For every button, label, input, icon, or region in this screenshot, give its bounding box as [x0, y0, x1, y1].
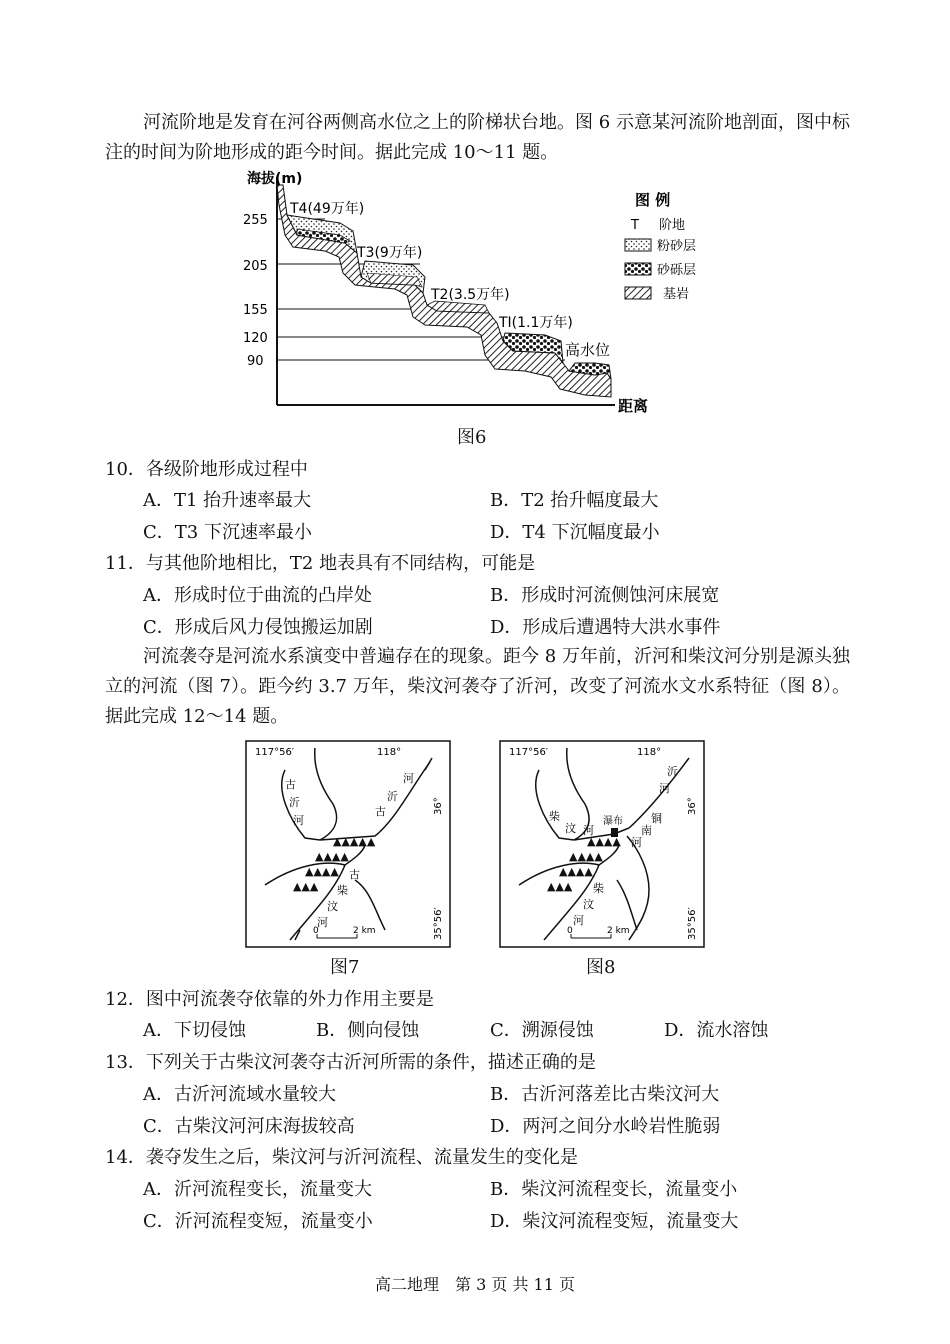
svg-text:▲▲▲▲: ▲▲▲▲: [315, 850, 349, 863]
q14-option-a: A．沂河流程变长，流量变大: [143, 1179, 372, 1200]
q10-option-a: A．T1 抬升速率最大: [143, 490, 312, 511]
legend-terrace-label: 阶地: [659, 218, 686, 233]
y-axis-label: 海拔(m): [247, 171, 303, 187]
fig8-label-3: 柴: [549, 810, 560, 823]
legend-title: 图 例: [635, 191, 671, 209]
fig8-label-11: 铜: [651, 812, 662, 825]
q14-option-d: D．柴汶河流程变短，流量变大: [490, 1211, 739, 1232]
legend-t-symbol: T: [631, 218, 639, 233]
fig8-scale-zero: 0: [567, 926, 573, 936]
intro-text-2: 河流袭夺是河流水系演变中普遍存在的现象。距今 8 万年前，沂河和柴汶河分别是源头独立的河流（图 7）。距今约 3.7 万年，柴汶河袭夺了沂河，改变了河流水文水系特征（图 8）。据此完成 12～14 题。: [105, 646, 850, 727]
q11-option-b: B．形成时河流侧蚀河床展宽: [490, 585, 720, 606]
svg-text:▲▲▲▲▲: ▲▲▲▲▲: [333, 835, 376, 848]
q11-option-c: C．形成后风力侵蚀搬运加剧: [143, 617, 373, 638]
q10-option-c: C．T3 下沉速率最小: [143, 522, 312, 543]
legend: [625, 191, 696, 302]
fig8-label-10: 南: [641, 824, 652, 837]
svg-text:▲▲▲: ▲▲▲: [293, 880, 319, 893]
fig7-label-3: 河: [293, 814, 304, 827]
q12-option-a: A．下切侵蚀: [143, 1020, 246, 1041]
fig7-label-2: 沂: [289, 796, 300, 809]
q14-stem: 14．袭夺发生之后，柴汶河与沂河流程、流量发生的变化是: [105, 1147, 578, 1168]
fig7-lon-right: 118°: [377, 747, 402, 758]
figure-6-caption: 图6: [457, 427, 487, 448]
fig7-lat-top: 36°: [433, 797, 444, 815]
q11-option-d: D．形成后遭遇特大洪水事件: [490, 617, 721, 638]
fig7-scale-label: 2 km: [353, 926, 376, 936]
tick-205: 205: [243, 259, 268, 274]
fig7-label-5: 沂: [387, 790, 398, 803]
q13-option-d: D．两河之间分水岭岩性脆弱: [490, 1116, 721, 1137]
fig8-waterfall-label: 瀑布: [603, 816, 623, 827]
fig7-lon-left: 117°56′: [255, 747, 295, 758]
label-high-water: 高水位: [565, 341, 611, 359]
q13-option-b: B．古沂河落差比古柴汶河大: [490, 1084, 720, 1105]
svg-text:▲▲▲▲: ▲▲▲▲: [587, 835, 621, 848]
fig8-lon-left: 117°56′: [509, 747, 549, 758]
label-t4: T4(49万年): [290, 201, 365, 217]
q14-option-c: C．沂河流程变短，流量变小: [143, 1211, 373, 1232]
label-t3: T3(9万年): [357, 245, 423, 261]
svg-text:▲▲▲▲: ▲▲▲▲: [559, 865, 593, 878]
tick-90: 90: [247, 354, 264, 369]
q14-option-b: B．柴汶河流程变长，流量变小: [490, 1179, 738, 1200]
x-axis-label: 距离: [618, 397, 649, 415]
fig7-lat-bottom: 35°56′: [433, 907, 444, 940]
q13-stem: 13．下列关于古柴汶河袭夺古沂河所需的条件，描述正确的是: [105, 1052, 596, 1073]
fig8-label-7: 汶: [583, 898, 594, 911]
legend-silt-swatch: [625, 239, 651, 251]
fig8-lat-top: 36°: [687, 797, 698, 815]
q12-option-d: D．流水溶蚀: [664, 1020, 769, 1041]
intro-paragraph-2: [105, 642, 850, 732]
fig8-label-1: 沂: [667, 765, 678, 778]
tick-255: 255: [243, 213, 268, 228]
label-t2: T2(3.5万年): [431, 287, 510, 303]
legend-bedrock-label: 基岩: [663, 287, 690, 302]
legend-bedrock-swatch: [625, 287, 651, 299]
q12-option-b: B．侧向侵蚀: [316, 1020, 420, 1041]
figure-6-terrace-profile: [235, 165, 725, 420]
intro-text-1: 河流阶地是发育在河谷两侧高水位之上的阶梯状台地。图 6 示意某河流阶地剖面，图中标注的时间为阶地形成的距今时间。据此完成 10～11 题。: [105, 112, 850, 163]
fig8-label-6: 柴: [593, 882, 604, 895]
figure-8-map: [499, 740, 705, 948]
figure-8-caption: 图8: [586, 957, 616, 978]
q11-option-a: A．形成时位于曲流的凸岸处: [143, 585, 372, 606]
tick-155: 155: [243, 303, 268, 318]
figure-7-map: [245, 740, 451, 948]
page-footer: 高二地理 第 3 页 共 11 页: [375, 1275, 575, 1294]
fig8-lat-bottom: 35°56′: [687, 907, 698, 940]
q13-option-c: C．古柴汶河河床海拔较高: [143, 1116, 355, 1137]
fig7-label-6: 河: [403, 772, 414, 785]
svg-text:▲▲▲▲: ▲▲▲▲: [569, 850, 603, 863]
fig8-label-9: 河: [631, 836, 642, 849]
tick-120: 120: [243, 331, 268, 346]
legend-silt-label: 粉砂层: [657, 239, 697, 254]
fig8-label-2: 河: [659, 782, 670, 795]
q10-option-b: B．T2 抬升幅度最大: [490, 490, 659, 511]
fig7-label-7: 古: [349, 868, 360, 881]
fig7-label-8: 柴: [337, 884, 348, 897]
label-t1: TI(1.1万年): [499, 315, 573, 331]
fig7-label-4: 古: [375, 805, 386, 818]
intro-paragraph-1: [105, 108, 850, 168]
fig8-label-4: 汶: [565, 822, 576, 835]
q12-stem: 12．图中河流袭夺依靠的外力作用主要是: [105, 989, 434, 1010]
fig8-label-5: 河: [583, 824, 594, 837]
q10-stem: 10．各级阶地形成过程中: [105, 459, 308, 480]
legend-gravel-swatch: [625, 263, 651, 275]
fig7-label-10: 河: [317, 916, 328, 929]
q10-option-d: D．T4 下沉幅度最小: [490, 522, 660, 543]
svg-text:▲▲▲: ▲▲▲: [547, 880, 573, 893]
legend-gravel-label: 砂砾层: [657, 263, 697, 278]
svg-text:▲▲▲▲: ▲▲▲▲: [305, 865, 339, 878]
fig8-lon-right: 118°: [637, 747, 662, 758]
fig7-scale-zero: 0: [313, 926, 319, 936]
fig7-label-1: 古: [285, 778, 296, 791]
fig7-label-9: 汶: [327, 900, 338, 913]
fig8-label-8: 河: [573, 914, 584, 927]
q11-stem: 11．与其他阶地相比，T2 地表具有不同结构，可能是: [105, 553, 536, 574]
figure-7-caption: 图7: [330, 957, 360, 978]
q13-option-a: A．古沂河流域水量较大: [143, 1084, 336, 1105]
fig8-scale-label: 2 km: [607, 926, 630, 936]
q12-option-c: C．溯源侵蚀: [490, 1020, 594, 1041]
